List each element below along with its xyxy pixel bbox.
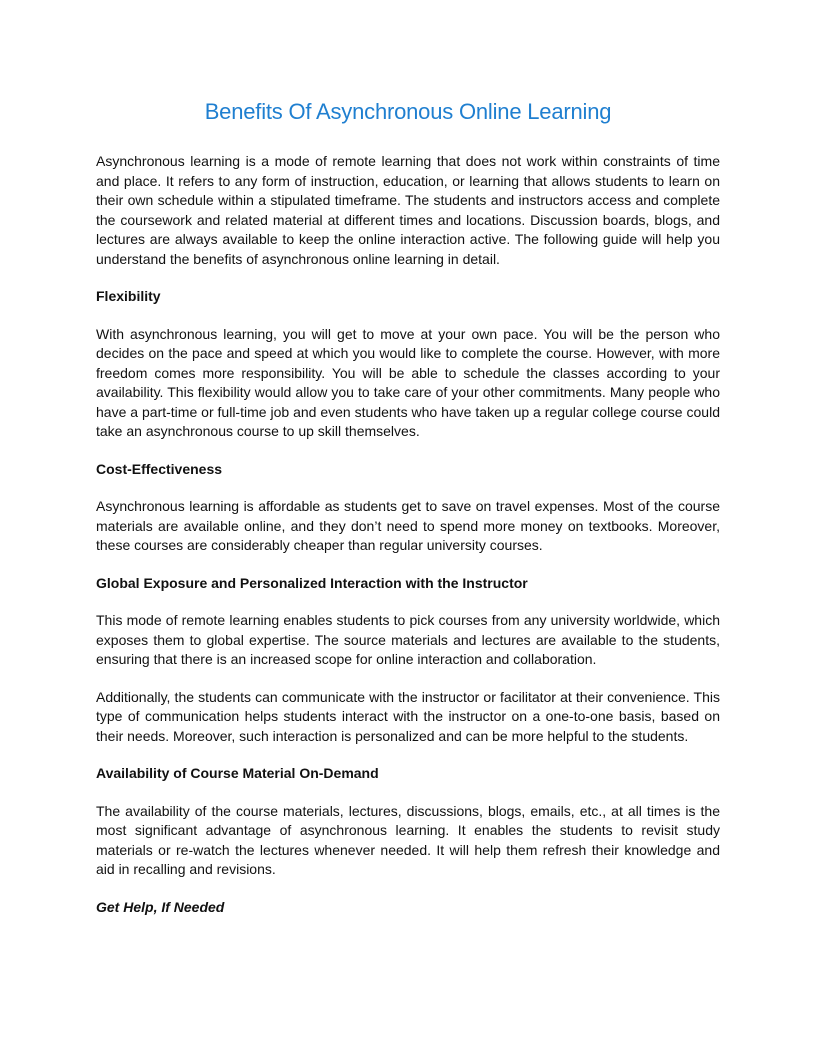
section-heading-get-help: Get Help, If Needed: [96, 898, 225, 915]
flexibility-paragraph: With asynchronous learning, you will get to move at your own pace. You will be the person who decides on the pace and speed at which you would like to complete the course. However, with more freedom comes more responsibility. You will be able to schedule the classes according to your availability. This flexibility would allow you to take care of your other commitments. Many people who have a part-time or full-time job and even students who have taken up a regular college course could take an asynchronous course to up skill themselves.: [96, 325, 720, 439]
section-heading-course-material: Availability of Course Material On-Demand: [96, 765, 379, 781]
global-exposure-paragraph-1: This mode of remote learning enables students to pick courses from any university worldwide, which exposes them to global expertise. The source materials and lectures are available to the students, ensuring that there is an increased scope for online interaction and collaboration.: [96, 612, 720, 667]
course-material-paragraph: The availability of the course materials, lectures, discussions, blogs, emails, etc., at all times is the most significant advantage of asynchronous learning. It enables the students to revisit study materials or re-watch the lectures whenever needed. It will help them refresh their knowledge and aid in recalling and revisions.: [96, 802, 720, 877]
document-title: Benefits Of Asynchronous Online Learning: [204, 99, 612, 124]
intro-paragraph: Asynchronous learning is a mode of remote learning that does not work within constraints of time and place. It refers to any form of instruction, education, or learning that allows students to learn on their own schedule within a stipulated timeframe. The students and instructors access and complete the coursework and related material at different times and locations. Discussion boards, blogs, and lectures are always available to keep the online interaction active. The following guide will help you understand the benefits of asynchronous online learning in detail.: [96, 153, 720, 267]
section-heading-cost-effectiveness: Cost-Effectiveness: [96, 460, 223, 477]
global-exposure-paragraph-2: Additionally, the students can communicate with the instructor or facilitator at their convenience. This type of communication helps students interact with the instructor on a one-to-one basis, based on their needs. Moreover, such interaction is personalized and can be more helpful to the students.: [96, 688, 720, 744]
section-heading-global-exposure: Global Exposure and Personalized Interaction with the Instructor: [96, 574, 528, 591]
cost-effectiveness-paragraph: Asynchronous learning is affordable as students get to save on travel expenses. Most of the course materials are available online, and they don’t need to spend more money on textbooks. Moreover, these courses are considerably cheaper than regular university courses.: [96, 498, 720, 553]
section-heading-flexibility: Flexibility: [96, 288, 161, 304]
document-page: [96, 98, 720, 935]
